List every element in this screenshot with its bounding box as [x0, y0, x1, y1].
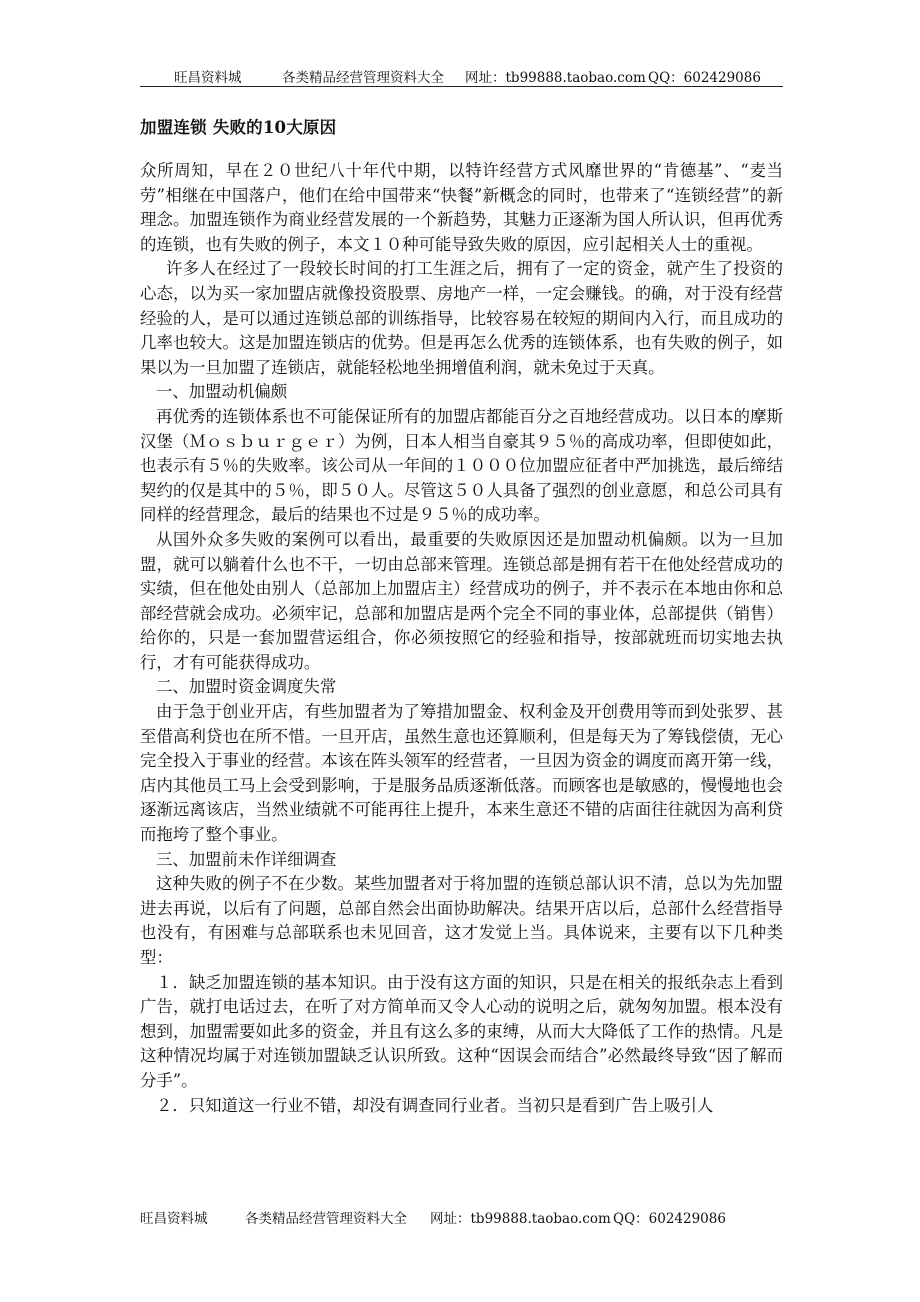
section-heading: 一、加盟动机偏颇 [156, 382, 288, 402]
footer-shop-name: 旺昌资料城 [140, 1211, 208, 1227]
document-title: 加盟连锁 失败的10大原因 [140, 118, 337, 137]
footer-slogan: 各类精品经营管理资料大全 [245, 1211, 407, 1227]
header-slogan: 各类精品经营管理资料大全 [282, 70, 444, 86]
section-heading: 二、加盟时资金调度失常 [156, 677, 337, 697]
list-item: １．缺乏加盟连锁的基本知识。由于没有这方面的知识，只是在相关的报纸杂志上看到广告，就打电话过去，在听了对方简单而又令人心动的说明之后，就匆匆加盟。根本没有想到，加盟需要如此多的资金，并且有这么多的束缚，从而大大降低了工作的热情。凡是这种情况均属于对连锁加盟缺乏认识所致。这种“因误会而结合”必然最终导致“因了解而分手”。 [140, 972, 783, 1090]
paragraph: 从国外众多失败的案例可以看出，最重要的失败原因还是加盟动机偏颇。以为一旦加盟，就可以躺着什么也不干，一切由总部来管理。连锁总部是拥有若干在他处经营成功的实绩，但在他处由别人（总部加上加盟店主）经营成功的例子，并不表示在本地由你和总部经营就会成功。必须牢记，总部和加盟店是两个完全不同的事业体，总部提供（销售）给你的，只是一套加盟营运组合，你必须按照它的经验和指导，按部就班而切实地去执行，才有可能获得成功。 [140, 529, 783, 672]
paragraph: 由于急于创业开店，有些加盟者为了筹措加盟金、权利金及开创费用等而到处张罗、甚至借高利贷也在所不惜。一旦开店，虽然生意也还算顺利，但是每天为了筹钱偿债，无心完全投入于事业的经营。本该在阵头领军的经营者，一旦因为资金的调度而离开第一线，店内其他员工马上会受到影响，于是服务品质逐渐低落。而顾客也是敏感的，慢慢地也会逐渐远离该店，当然业绩就不可能再往上提升，本来生意还不错的店面往往就因为高利贷而拖垮了整个事业。 [140, 702, 783, 845]
header-url: 网址：tb99888.taobao.com [465, 70, 646, 86]
paragraph: 再优秀的连锁体系也不可能保证所有的加盟店都能百分之百地经营成功。以日本的摩斯汉堡（Ｍｏｓｂｕｒｇｅｒ）为例，日本人相当自豪其９５％的高成功率，但即使如此，也表示有５％的失败率。该公司从一年间的１０００位加盟应征者中严加挑选，最后缔结契约的仅是其中的５％，即５０人。尽管这５０人具备了强烈的创业意愿，和总公司具有同样的经营理念，最后的结果也不过是９５％的成功率。 [140, 406, 783, 525]
footer-qq: QQ：602429086 [613, 1211, 726, 1227]
document-body [140, 159, 783, 1118]
paragraph-intro: 众所周知，早在２０世纪八十年代中期，以特许经营方式风靡世界的“肯德基”、“麦当劳”相继在中国落户，他们在给中国带来“快餐”新概念的同时，也带来了“连锁经营”的新理念。加盟连锁作为商业经营发展的一个新趋势，其魅力正逐渐为国人所认识，但再优秀的连锁，也有失败的例子，本文１０种可能导致失败的原因，应引起相关人士的重视。 [140, 161, 783, 254]
list-item: ２．只知道这一行业不错，却没有调查同行业者。当初只是看到广告上吸引人 [156, 1095, 714, 1115]
section-heading: 三、加盟前未作详细调查 [156, 849, 337, 869]
header-qq: QQ：602429086 [648, 70, 761, 86]
paragraph: 许多人在经过了一段较长时间的打工生涯之后，拥有了一定的资金，就产生了投资的心态，以为买一家加盟店就像投资股票、房地产一样，一定会赚钱。的确，对于没有经营经验的人，是可以通过连锁总部的训练指导，比较容易在较短的期间内入行，而且成功的几率也较大。这是加盟连锁店的优势。但是再怎么优秀的连锁体系，也有失败的例子，如果以为一旦加盟了连锁店，就能轻松地坐拥增值利润，就未免过于天真。 [140, 259, 783, 377]
paragraph: 这种失败的例子不在少数。某些加盟者对于将加盟的连锁总部认识不清，总以为先加盟进去再说，以后有了问题，总部自然会出面协助解决。结果开店以后，总部什么经营指导也没有，有困难与总部联系也未见回音，这才发觉上当。具体说来，主要有以下几种类型： [140, 874, 783, 967]
footer-url: 网址：tb99888.taobao.com [430, 1211, 611, 1227]
header-divider [140, 86, 783, 87]
header-shop-name: 旺昌资料城 [174, 70, 242, 86]
